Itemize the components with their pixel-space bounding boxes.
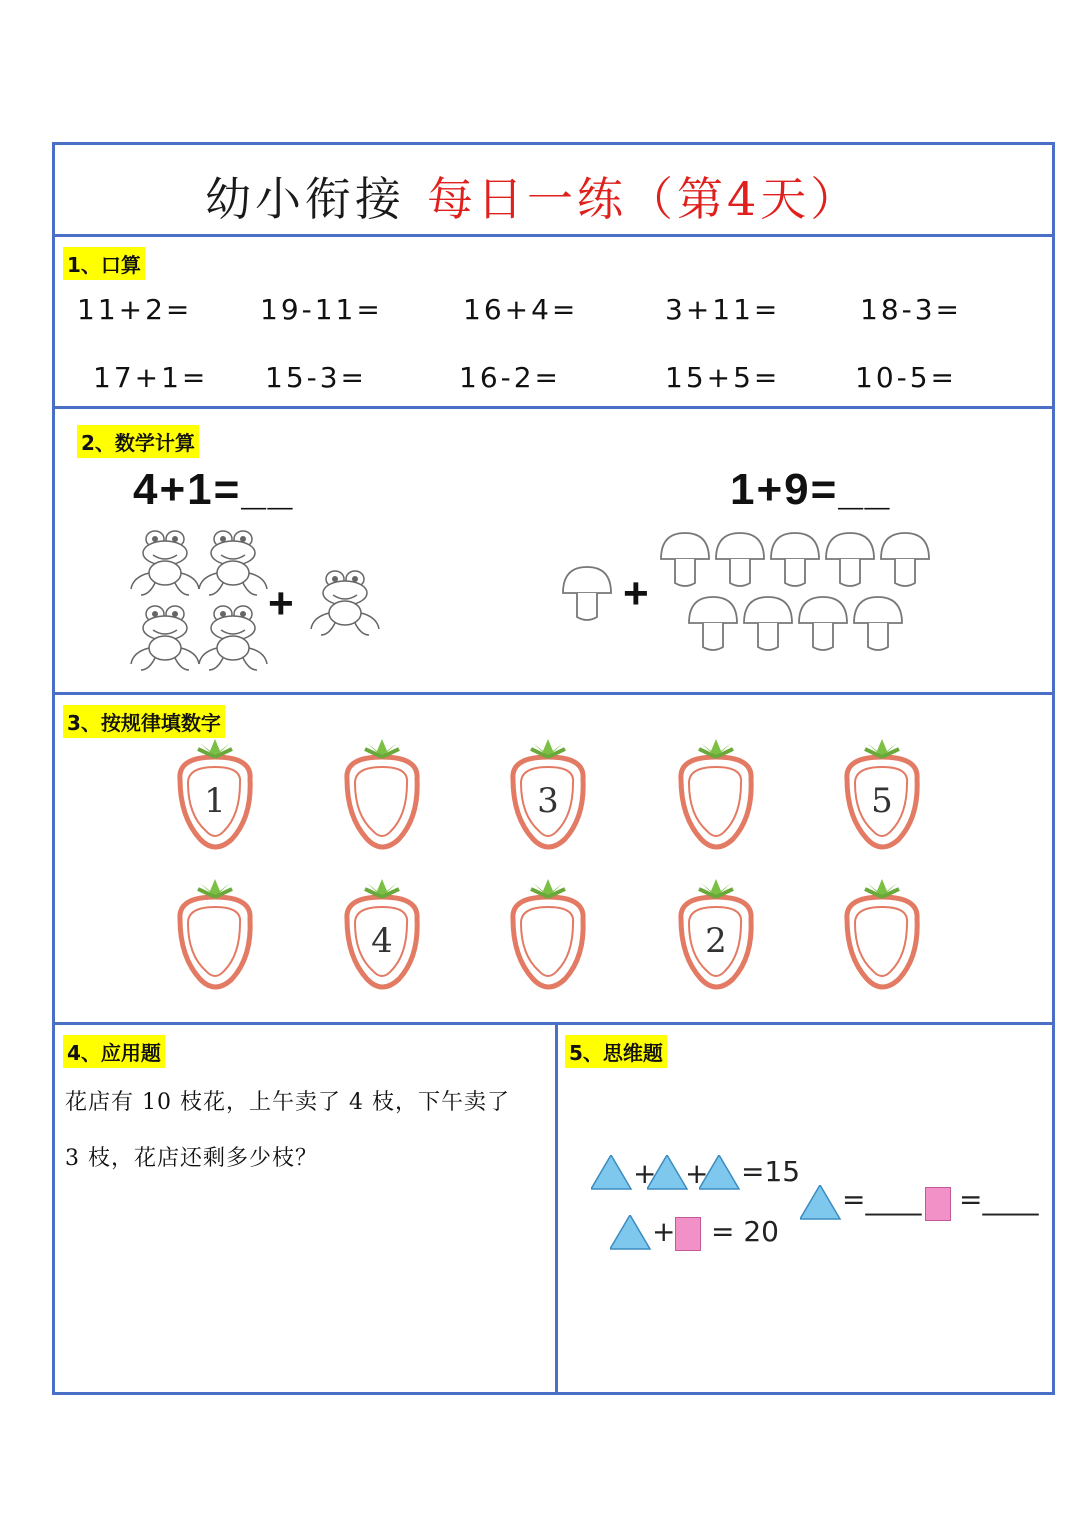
frog-icon	[311, 571, 379, 635]
mushroom-icon	[563, 567, 611, 620]
oral-eq: 10-5=	[855, 361, 958, 394]
frog-icon	[199, 531, 267, 595]
triangle-icon	[699, 1155, 741, 1191]
strawberry	[671, 879, 761, 999]
oral-eq: 16-2=	[459, 361, 562, 394]
square-icon	[675, 1217, 701, 1251]
divider	[55, 406, 1052, 409]
square-icon	[925, 1187, 951, 1221]
oral-eq: 15-3=	[265, 361, 368, 394]
mushroom-icon	[771, 533, 819, 586]
oral-eq: 18-3=	[860, 293, 963, 326]
strawberry-number: 2	[705, 921, 727, 961]
triangle-icon	[610, 1215, 652, 1251]
section3-tag: 3、按规律填数字	[63, 705, 225, 738]
section5-tag: 5、思维题	[565, 1035, 667, 1068]
oral-eq: 11+2=	[77, 293, 193, 326]
mushroom-icon	[661, 533, 709, 586]
strawberry-number: 4	[371, 921, 393, 961]
triangle-icon	[647, 1155, 689, 1191]
strawberry	[503, 739, 593, 859]
oral-eq: 17+1=	[93, 361, 209, 394]
frog-icon	[131, 531, 199, 595]
strawberry	[170, 879, 260, 999]
oral-eq: 3+11=	[665, 293, 781, 326]
mushroom-icon	[716, 533, 764, 586]
triangle-icon	[591, 1155, 633, 1191]
page-title	[205, 163, 860, 229]
strawberry	[503, 879, 593, 999]
answer-blank: =____	[842, 1183, 922, 1216]
section2-tag: 2、数学计算	[77, 425, 199, 458]
strawberry	[170, 739, 260, 859]
plus-sign: +	[268, 579, 294, 628]
frogs-illustration	[125, 525, 385, 685]
strawberry	[671, 739, 761, 859]
frog-icon	[199, 606, 267, 670]
mushroom-icon	[854, 597, 902, 650]
mushrooms-illustration	[555, 525, 955, 675]
strawberry	[837, 879, 927, 999]
section1-tag: 1、口算	[63, 247, 145, 280]
plus-sign: +	[633, 1157, 657, 1190]
section4-tag: 4、应用题	[63, 1035, 165, 1068]
answer-blank: =____	[959, 1183, 1039, 1216]
divider	[55, 1022, 1052, 1025]
mushroom-icon	[826, 533, 874, 586]
mushroom-icon	[744, 597, 792, 650]
plus-sign: +	[685, 1157, 709, 1190]
triangle-icon	[800, 1185, 842, 1221]
word-problem-line: 3 枝，花店还剩多少枝？	[65, 1146, 318, 1171]
strawberry	[337, 739, 427, 859]
equation-result: = 20	[711, 1215, 779, 1248]
column-divider	[555, 1022, 558, 1392]
equation-result: =15	[741, 1155, 801, 1188]
strawberry-number: 5	[871, 781, 893, 821]
frog-equation: 4+1=__	[133, 465, 295, 514]
plus-sign: +	[652, 1215, 676, 1248]
oral-eq: 16+4=	[463, 293, 579, 326]
frog-icon	[131, 606, 199, 670]
mushroom-icon	[689, 597, 737, 650]
mushroom-equation: 1+9=__	[730, 465, 892, 514]
mushroom-icon	[799, 597, 847, 650]
plus-sign: +	[623, 569, 649, 618]
strawberry	[837, 739, 927, 859]
strawberry	[337, 879, 427, 999]
strawberry-number: 1	[204, 781, 226, 821]
word-problem-line: 花店有 10 枝花，上午卖了 4 枝，下午卖了	[65, 1090, 510, 1115]
oral-eq: 19-11=	[260, 293, 383, 326]
worksheet	[52, 142, 1055, 1395]
divider	[55, 234, 1052, 237]
mushroom-icon	[881, 533, 929, 586]
title-black: 幼小衔接	[205, 172, 405, 226]
oral-eq: 15+5=	[665, 361, 781, 394]
strawberry-number: 3	[537, 781, 559, 821]
title-red: 每日一练（第4天）	[427, 172, 861, 226]
divider	[55, 692, 1052, 695]
